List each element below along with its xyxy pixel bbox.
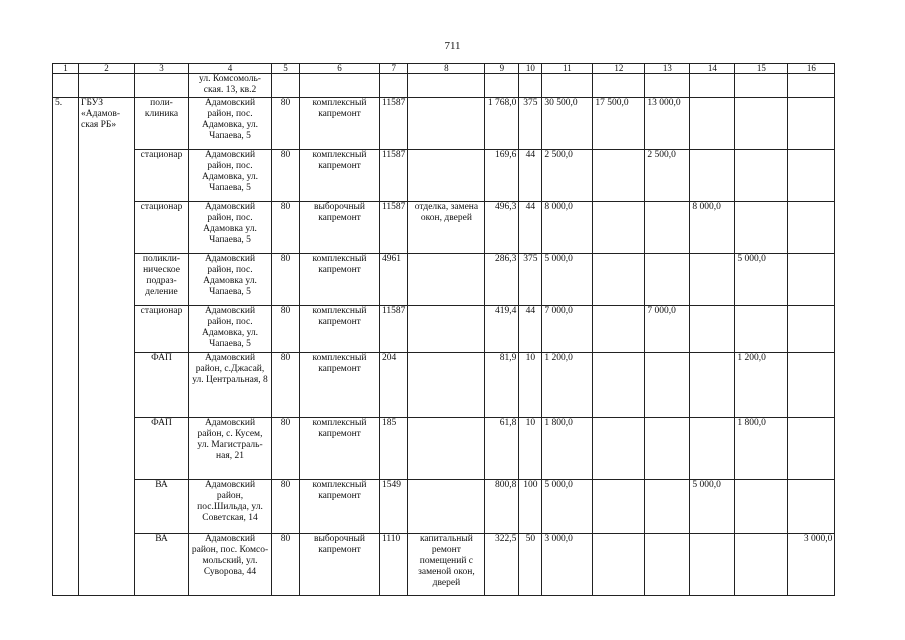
table-row — [53, 480, 835, 534]
cost-cell — [735, 202, 788, 254]
address-cell: Адамовский район, пос. Адамовка ул. Чапаева, 5 — [189, 254, 272, 306]
unit-type-cell: ВА — [135, 480, 189, 534]
total-cost-cell: 8 000,0 — [542, 202, 593, 254]
works-description-cell: отделка, замена окон, дверей — [408, 202, 485, 254]
cost-cell: 1 200,0 — [735, 353, 788, 418]
table-row — [53, 254, 835, 306]
works-description-cell — [408, 254, 485, 306]
area-cell: 11587 — [380, 202, 408, 254]
beds-cell: 44 — [519, 202, 542, 254]
sq-m-cell: 800,8 — [485, 480, 519, 534]
area-cell: 1549 — [380, 480, 408, 534]
cost-cell — [788, 418, 835, 480]
cost-cell — [593, 150, 645, 202]
beds-cell: 375 — [519, 254, 542, 306]
cost-cell — [788, 254, 835, 306]
cost-cell: 3 000,0 — [788, 534, 835, 596]
cost-cell — [645, 353, 690, 418]
repair-type-cell: выборочный капремонт — [300, 534, 380, 596]
total-cost-cell: 1 200,0 — [542, 353, 593, 418]
cost-cell — [788, 98, 835, 150]
cost-cell — [788, 306, 835, 353]
beds-cell: 50 — [519, 534, 542, 596]
table-row — [53, 353, 835, 418]
institution-name-cell: ГБУЗ «Адамов-ская РБ» — [79, 98, 135, 596]
address-cell: Адамовский район, пос. Комсо-мольский, ул. Суворова, 44 — [189, 534, 272, 596]
cost-cell: 5 000,0 — [735, 254, 788, 306]
repair-type-cell: комплексный капремонт — [300, 254, 380, 306]
cost-cell: 7 000,0 — [645, 306, 690, 353]
cost-cell — [645, 254, 690, 306]
cost-cell — [593, 306, 645, 353]
area-cell: 11587 — [380, 98, 408, 150]
cost-cell — [690, 534, 735, 596]
table-row — [53, 202, 835, 254]
cost-cell — [645, 534, 690, 596]
cost-cell — [593, 353, 645, 418]
wear-percent-cell: 80 — [272, 353, 300, 418]
total-cost-cell: 7 000,0 — [542, 306, 593, 353]
wear-percent-cell: 80 — [272, 480, 300, 534]
unit-type-cell: поликли-ническое подраз-деление — [135, 254, 189, 306]
column-header: 10 — [519, 64, 542, 74]
area-cell: 204 — [380, 353, 408, 418]
cost-cell — [645, 480, 690, 534]
column-header: 8 — [408, 64, 485, 74]
cost-cell — [735, 150, 788, 202]
column-header: 9 — [485, 64, 519, 74]
sq-m-cell: 81,9 — [485, 353, 519, 418]
beds-cell: 10 — [519, 418, 542, 480]
wear-percent-cell: 80 — [272, 202, 300, 254]
column-header: 12 — [593, 64, 645, 74]
column-header: 16 — [788, 64, 835, 74]
repair-type-cell: комплексный капремонт — [300, 418, 380, 480]
unit-type-cell: стационар — [135, 150, 189, 202]
cost-cell: 2 500,0 — [645, 150, 690, 202]
cost-cell: 17 500,0 — [593, 98, 645, 150]
total-cost-cell: 5 000,0 — [542, 480, 593, 534]
sq-m-cell: 61,8 — [485, 418, 519, 480]
beds-cell: 375 — [519, 98, 542, 150]
cost-cell — [735, 480, 788, 534]
unit-type-cell: ВА — [135, 534, 189, 596]
cost-cell — [593, 534, 645, 596]
cost-cell — [735, 534, 788, 596]
sq-m-cell: 322,5 — [485, 534, 519, 596]
unit-type-cell: стационар — [135, 306, 189, 353]
works-description-cell — [408, 353, 485, 418]
column-header: 13 — [645, 64, 690, 74]
column-header: 11 — [542, 64, 593, 74]
total-cost-cell: 5 000,0 — [542, 254, 593, 306]
wear-percent-cell: 80 — [272, 534, 300, 596]
column-header: 14 — [690, 64, 735, 74]
row-number-cell: 5. — [53, 98, 79, 596]
table-row — [53, 306, 835, 353]
column-header: 5 — [272, 64, 300, 74]
wear-percent-cell: 80 — [272, 254, 300, 306]
repair-type-cell: комплексный капремонт — [300, 353, 380, 418]
address-cell: Адамовский район, пос. Адамовка ул. Чапаева, 5 — [189, 202, 272, 254]
area-cell: 1110 — [380, 534, 408, 596]
cost-cell: 1 800,0 — [735, 418, 788, 480]
total-cost-cell: 1 800,0 — [542, 418, 593, 480]
sq-m-cell: 286,3 — [485, 254, 519, 306]
table-row — [53, 150, 835, 202]
repair-type-cell: комплексный капремонт — [300, 98, 380, 150]
cost-cell — [593, 254, 645, 306]
beds-cell: 44 — [519, 150, 542, 202]
column-header: 15 — [735, 64, 788, 74]
address-cell: Адамовский район, с.Джасай, ул. Центральная, 8 — [189, 353, 272, 418]
unit-type-cell: поли-клиника — [135, 98, 189, 150]
cost-cell — [690, 418, 735, 480]
cost-cell — [788, 202, 835, 254]
wear-percent-cell: 80 — [272, 98, 300, 150]
area-cell: 11587 — [380, 150, 408, 202]
table-row — [53, 534, 835, 596]
total-cost-cell: 3 000,0 — [542, 534, 593, 596]
area-cell: 185 — [380, 418, 408, 480]
cost-cell — [788, 353, 835, 418]
beds-cell: 100 — [519, 480, 542, 534]
capital-repair-table — [52, 63, 835, 596]
sq-m-cell: 419,4 — [485, 306, 519, 353]
cost-cell — [645, 202, 690, 254]
cost-cell — [593, 418, 645, 480]
cost-cell — [735, 306, 788, 353]
cost-cell — [788, 150, 835, 202]
cost-cell: 8 000,0 — [690, 202, 735, 254]
cost-cell — [735, 98, 788, 150]
cost-cell — [690, 98, 735, 150]
cost-cell — [690, 353, 735, 418]
cost-cell: 5 000,0 — [690, 480, 735, 534]
works-description-cell: капитальный ремонт помещений с заменой окон, дверей — [408, 534, 485, 596]
continuation-row — [53, 74, 835, 98]
cost-cell — [690, 306, 735, 353]
address-cell: ул. Комсомоль-ская. 13, кв.2 — [189, 74, 272, 98]
column-number-row — [53, 64, 835, 74]
repair-type-cell: комплексный капремонт — [300, 480, 380, 534]
cost-cell — [690, 150, 735, 202]
column-header: 7 — [380, 64, 408, 74]
address-cell: Адамовский район, пос.Шильда, ул. Советская, 14 — [189, 480, 272, 534]
repair-type-cell: выборочный капремонт — [300, 202, 380, 254]
cost-cell — [690, 254, 735, 306]
column-header: 1 — [53, 64, 79, 74]
area-cell: 4961 — [380, 254, 408, 306]
works-description-cell — [408, 418, 485, 480]
total-cost-cell: 2 500,0 — [542, 150, 593, 202]
beds-cell: 10 — [519, 353, 542, 418]
repair-type-cell: комплексный капремонт — [300, 150, 380, 202]
address-cell: Адамовский район, пос. Адамовка, ул. Чапаева, 5 — [189, 306, 272, 353]
works-description-cell — [408, 150, 485, 202]
repair-type-cell: комплексный капремонт — [300, 306, 380, 353]
column-header: 3 — [135, 64, 189, 74]
table-row — [53, 98, 835, 150]
address-cell: Адамовский район, с. Кусем, ул. Магистраль-ная, 21 — [189, 418, 272, 480]
address-cell: Адамовский район, пос. Адамовка, ул. Чапаева, 5 — [189, 98, 272, 150]
sq-m-cell: 1 768,0 — [485, 98, 519, 150]
cost-cell — [593, 480, 645, 534]
works-description-cell — [408, 480, 485, 534]
column-header: 6 — [300, 64, 380, 74]
sq-m-cell: 169,6 — [485, 150, 519, 202]
wear-percent-cell: 80 — [272, 418, 300, 480]
total-cost-cell: 30 500,0 — [542, 98, 593, 150]
wear-percent-cell: 80 — [272, 306, 300, 353]
sq-m-cell: 496,3 — [485, 202, 519, 254]
cost-cell — [593, 202, 645, 254]
table-row — [53, 418, 835, 480]
column-header: 4 — [189, 64, 272, 74]
cost-cell — [788, 480, 835, 534]
works-description-cell — [408, 306, 485, 353]
cost-cell: 13 000,0 — [645, 98, 690, 150]
unit-type-cell: ФАП — [135, 418, 189, 480]
works-description-cell — [408, 98, 485, 150]
area-cell: 11587 — [380, 306, 408, 353]
column-header: 2 — [79, 64, 135, 74]
address-cell: Адамовский район, пос. Адамовка, ул. Чапаева, 5 — [189, 150, 272, 202]
wear-percent-cell: 80 — [272, 150, 300, 202]
page-number: 711 — [444, 40, 461, 52]
cost-cell — [645, 418, 690, 480]
unit-type-cell: стационар — [135, 202, 189, 254]
beds-cell: 44 — [519, 306, 542, 353]
unit-type-cell: ФАП — [135, 353, 189, 418]
